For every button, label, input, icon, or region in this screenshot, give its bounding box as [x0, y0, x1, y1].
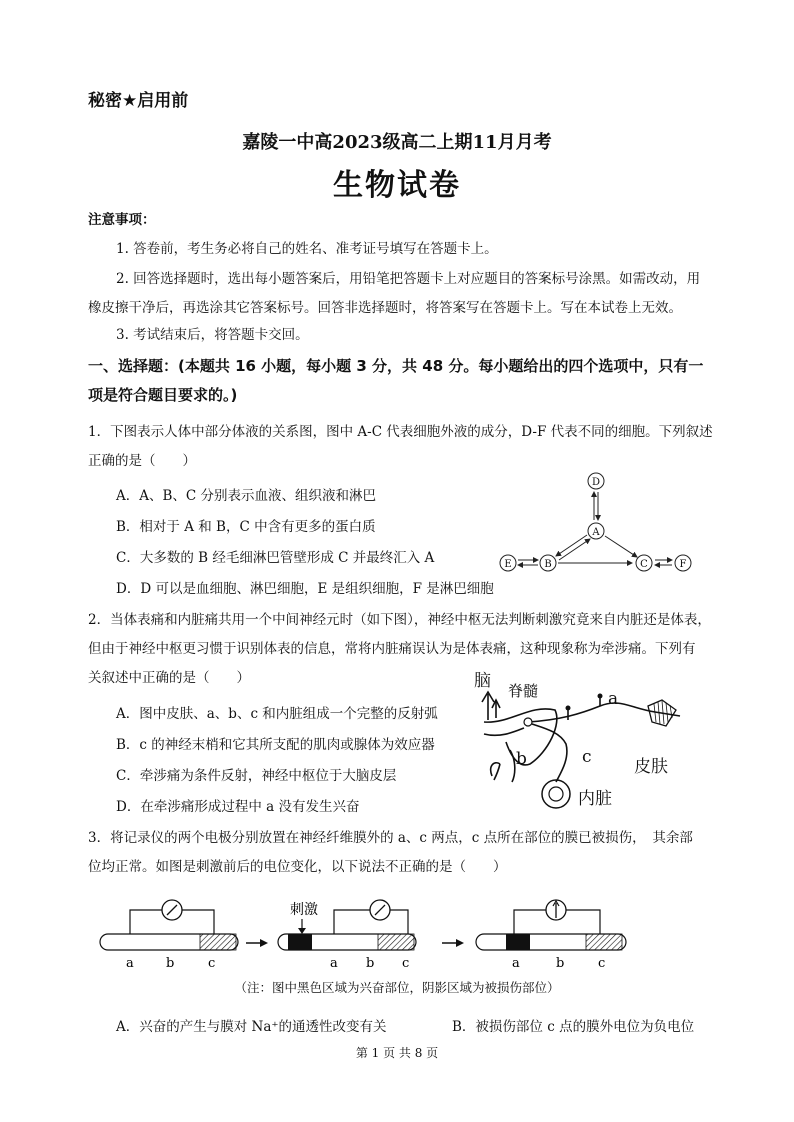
- panel-stimulus: [278, 900, 416, 971]
- notice-item-2-line2: 橡皮擦干净后，再选涂其它答案标号。回答非选择题时，将答案写在答题卡上。写在本试卷上无效。: [88, 300, 682, 316]
- q2-stem-line1: 2．当体表痛和内脏痛共用一个中间神经元时（如下图），神经中枢无法判断刺激究竟来自内脏还是体表，: [88, 612, 711, 628]
- q3-option-b: B．被损伤部位 c 点的膜外电位为负电位: [452, 1019, 695, 1035]
- q3-stem-line2: 位均正常。如图是刺激前后的电位变化，以下说法不正确的是（ ）: [88, 859, 507, 875]
- label-a: a: [608, 689, 619, 709]
- q3-electrode-diagram: [92, 892, 642, 972]
- notice-item-3: 3. 考试结束后，将答题卡交回。: [116, 327, 309, 343]
- node-a-label: A: [592, 527, 600, 538]
- label-spinal-cord: 脊髓: [508, 682, 539, 700]
- section-heading-line2: 项是符合题目要求的。): [88, 386, 238, 404]
- q1-stem-line1: 1．下图表示人体中部分体液的关系图，图中 A-C 代表细胞外液的成分，D-F 代表不同的细胞。下列叙述: [88, 424, 713, 440]
- confidential-label: 秘密★启用前: [88, 91, 189, 111]
- nerve-c: [532, 724, 567, 782]
- label-brain: 脑: [474, 671, 491, 691]
- q3-stem: [88, 824, 728, 882]
- q1-stem-line2: 正确的是（ ）: [88, 453, 196, 469]
- q2-option-b: B．c 的神经末梢和它其所支配的肌肉或腺体为效应器: [116, 737, 435, 753]
- panel-after: [476, 900, 626, 971]
- p1-label-b: b: [166, 956, 175, 971]
- node-c-label: C: [640, 559, 648, 570]
- notice-item-1: 1. 答卷前，考生务必将自己的姓名、准考证号填写在答题卡上。: [116, 241, 498, 257]
- p3-label-c: c: [598, 956, 606, 971]
- nerve-a: [528, 703, 655, 722]
- node-e-label: E: [504, 559, 512, 570]
- section-heading: [88, 352, 728, 410]
- notice-item-2-line1: 2. 回答选择题时，选出每小题答案后，用铅笔把答题卡上对应题目的答案标号涂黑。如需改动，用: [116, 271, 701, 287]
- q1-option-a: A．A、B、C 分别表示血液、组织液和淋巴: [116, 488, 377, 504]
- q3-figure-caption: （注：图中黑色区域为兴奋部位，阴影区域为被损伤部位）: [234, 980, 560, 995]
- panel-before: [100, 900, 238, 971]
- p3-label-b: b: [556, 956, 565, 971]
- q2-option-c: C．牵涉痛为条件反射，神经中枢位于大脑皮层: [116, 768, 397, 784]
- stimulus-label: 刺激: [290, 902, 318, 918]
- q1-option-d: D．D 可以是血细胞、淋巴细胞，E 是组织细胞，F 是淋巴细胞: [116, 581, 494, 597]
- label-c: c: [582, 747, 592, 767]
- p2-label-a: a: [330, 956, 338, 971]
- node-d-label: D: [591, 477, 601, 488]
- p3-label-a: a: [512, 956, 520, 971]
- subject-title: 生物试卷: [333, 168, 461, 203]
- section-heading-line1: 一、选择题：(本题共 16 小题，每小题 3 分，共 48 分。每小题给出的四个选项中，只有一: [88, 357, 704, 375]
- node-f-label: F: [679, 559, 687, 570]
- exam-title: 嘉陵一中高2023级高二上期11月月考: [242, 132, 552, 153]
- q3-option-a: A．兴奋的产生与膜对 Na⁺的通透性改变有关: [116, 1019, 387, 1035]
- label-viscera: 内脏: [578, 789, 612, 809]
- p1-label-a: a: [126, 956, 134, 971]
- p2-label-c: c: [402, 956, 410, 971]
- p1-label-c: c: [208, 956, 216, 971]
- q2-option-d: D．在牵涉痛形成过程中 a 没有发生兴奋: [116, 799, 360, 815]
- q3-stem-line1: 3．将记录仪的两个电极分别放置在神经纤维膜外的 a、c 两点，c 点所在部位的膜已被损伤， 其余部: [88, 830, 693, 846]
- node-b-label: B: [544, 559, 552, 570]
- notice-heading: 注意事项：: [88, 212, 156, 228]
- q1-fluid-diagram: [490, 465, 700, 580]
- q2-stem-line3: 关叙述中正确的是（ ）: [88, 670, 250, 686]
- viscera-organ: [542, 780, 570, 808]
- label-skin: 皮肤: [634, 757, 668, 777]
- p2-label-b: b: [366, 956, 375, 971]
- q1-option-c: C．大多数的 B 经毛细淋巴管壁形成 C 并最终汇入 A: [116, 550, 435, 566]
- q1-option-b: B．相对于 A 和 B，C 中含有更多的蛋白质: [116, 519, 376, 535]
- q2-nerve-diagram: [470, 664, 710, 824]
- page-footer: 第 1 页 共 8 页: [355, 1046, 439, 1060]
- q2-stem-line2: 但由于神经中枢更习惯于识别体表的信息，常将内脏痛误认为是体表痛，这种现象称为牵涉痛。下列有: [88, 641, 696, 657]
- label-b: b: [516, 749, 527, 769]
- q2-option-a: A．图中皮肤、a、b、c 和内脏组成一个完整的反射弧: [116, 706, 438, 722]
